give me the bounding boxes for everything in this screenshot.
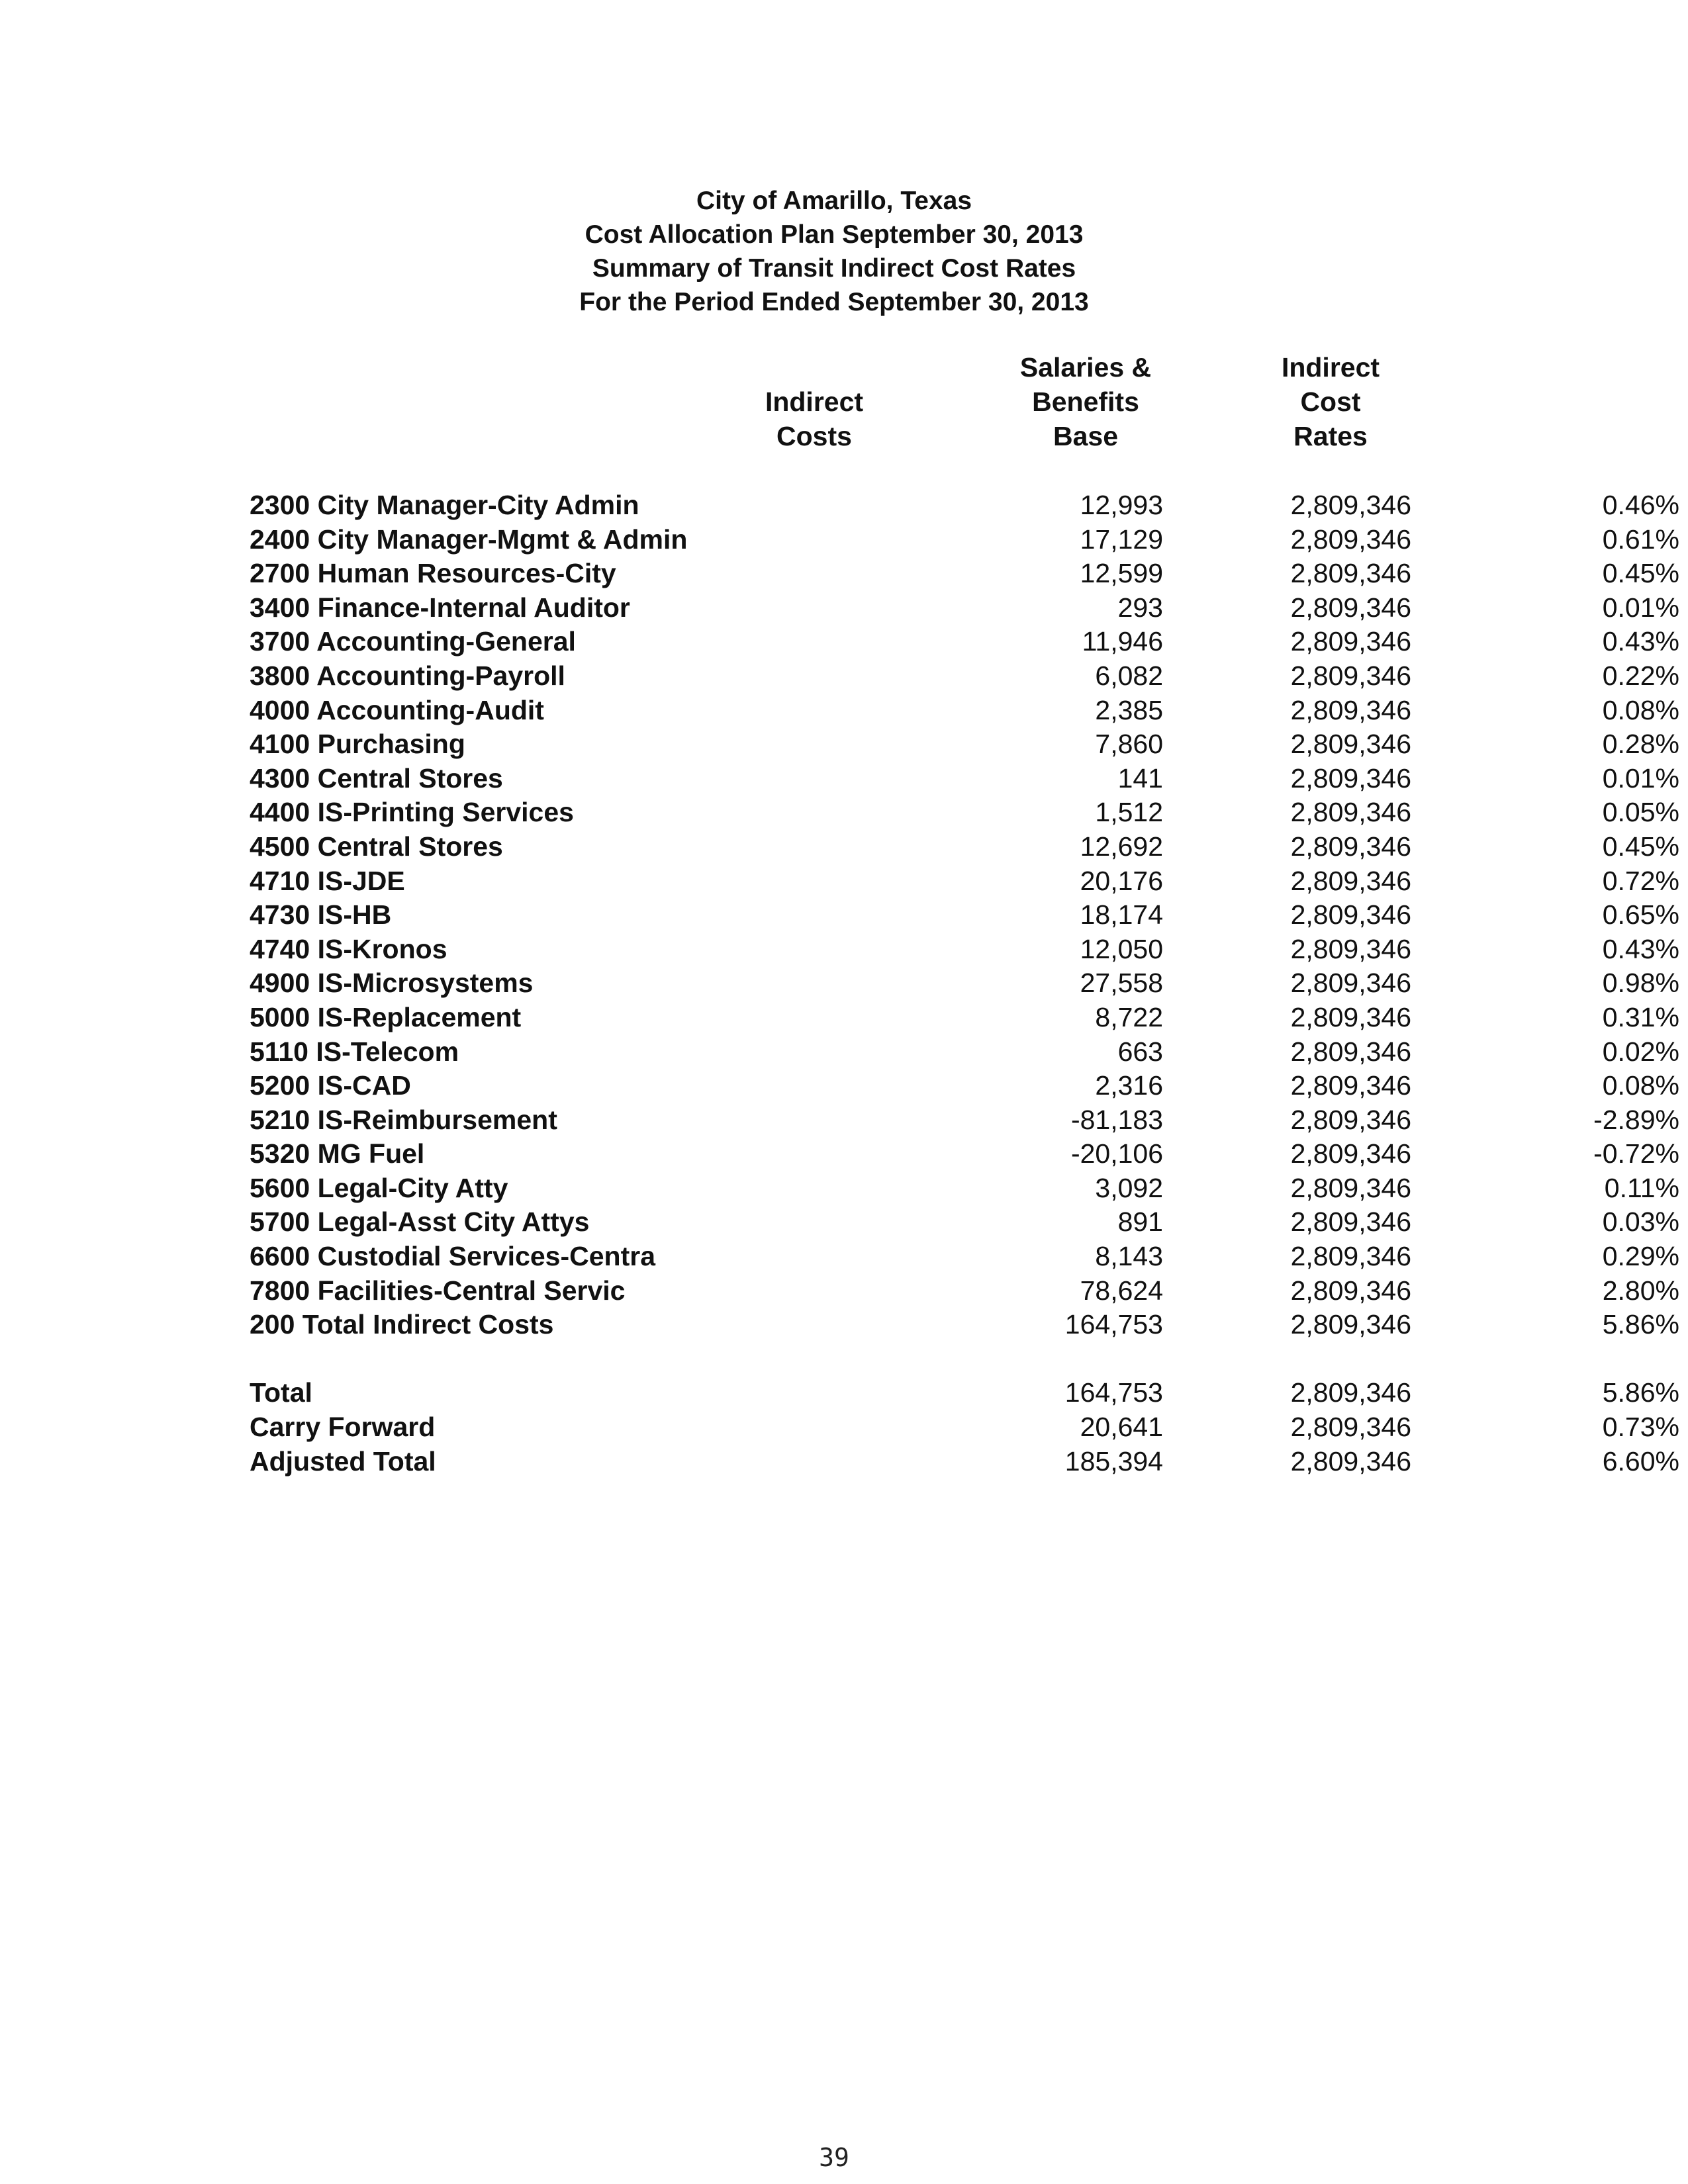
header-indirect-cost-rates — [1244, 350, 1417, 453]
table-row — [250, 762, 1679, 796]
indirect-costs-value: 11,946 — [1082, 626, 1163, 657]
table-row — [250, 1274, 1679, 1308]
salaries-base-value: 2,809,346 — [1290, 1445, 1411, 1477]
indirect-rate-value: 0.05% — [1602, 797, 1679, 828]
row-label: 4400 IS-Printing Services — [250, 797, 574, 828]
row-label: 200 Total Indirect Costs — [250, 1309, 554, 1340]
table-row — [250, 1240, 1679, 1274]
salaries-base-value: 2,809,346 — [1290, 762, 1411, 794]
row-label: 5600 Legal-City Atty — [250, 1172, 508, 1203]
table-row — [250, 898, 1679, 933]
indirect-rate-value: 0.73% — [1602, 1412, 1679, 1443]
indirect-costs-value: 164,753 — [1064, 1377, 1163, 1408]
salaries-base-value: 2,809,346 — [1290, 1206, 1411, 1238]
header-salaries-base-line-3: Base — [1053, 421, 1118, 451]
row-label: 4300 Central Stores — [250, 762, 503, 794]
salaries-base-value: 2,809,346 — [1290, 626, 1411, 657]
indirect-costs-value: 8,143 — [1095, 1241, 1163, 1272]
salaries-base-value: 2,809,346 — [1290, 694, 1411, 725]
row-label: 5210 IS-Reimbursement — [250, 1104, 557, 1135]
salaries-base-value: 2,809,346 — [1290, 1241, 1411, 1272]
indirect-costs-value: 18,174 — [1080, 899, 1163, 931]
header-rates-line-1: Indirect — [1281, 352, 1380, 383]
table-row — [250, 1410, 1679, 1445]
table-row — [250, 1103, 1679, 1138]
header-salaries-base-line-1: Salaries & — [1019, 352, 1152, 383]
row-label: 4000 Accounting-Audit — [250, 694, 544, 725]
salaries-base-value: 2,809,346 — [1290, 1070, 1411, 1101]
row-label: Carry Forward — [250, 1412, 436, 1443]
indirect-rate-value: 6.60% — [1602, 1445, 1679, 1477]
table-row — [250, 1137, 1679, 1171]
indirect-costs-value: 12,692 — [1080, 831, 1163, 862]
salaries-base-value: 2,809,346 — [1290, 1104, 1411, 1135]
row-label: 2700 Human Resources-City — [250, 558, 616, 589]
salaries-base-value: 2,809,346 — [1290, 523, 1411, 555]
indirect-rate-value: 0.43% — [1602, 933, 1679, 964]
indirect-costs-value: 7,860 — [1095, 729, 1163, 760]
table-row — [250, 830, 1679, 864]
indirect-rate-value: 0.08% — [1602, 694, 1679, 725]
indirect-rate-value: 5.86% — [1602, 1309, 1679, 1340]
indirect-rate-value: 0.01% — [1602, 592, 1679, 623]
table-row — [250, 1376, 1679, 1410]
table-row — [250, 1171, 1679, 1206]
indirect-rate-value: 0.31% — [1602, 1001, 1679, 1032]
salaries-base-value: 2,809,346 — [1290, 1275, 1411, 1306]
indirect-costs-value: 891 — [1117, 1206, 1163, 1238]
header-rates-line-2: Cost — [1300, 387, 1361, 417]
table-row — [250, 1445, 1679, 1479]
table-row — [250, 694, 1679, 728]
salaries-base-value: 2,809,346 — [1290, 1138, 1411, 1169]
salaries-base-value: 2,809,346 — [1290, 558, 1411, 589]
title-line-1: City of Amarillo, Texas — [696, 187, 972, 215]
table-row — [250, 1069, 1679, 1103]
indirect-rate-value: 0.72% — [1602, 865, 1679, 896]
header-indirect-costs — [735, 385, 894, 453]
indirect-costs-value: 12,050 — [1080, 933, 1163, 964]
table-row — [250, 1001, 1679, 1035]
row-label: 4500 Central Stores — [250, 831, 503, 862]
indirect-costs-value: -81,183 — [1070, 1104, 1163, 1135]
table-row — [250, 523, 1679, 557]
row-label: 2300 City Manager-City Admin — [250, 490, 639, 520]
row-label: Total — [250, 1377, 312, 1408]
row-label: 4900 IS-Microsystems — [250, 968, 534, 999]
salaries-base-value: 2,809,346 — [1290, 831, 1411, 862]
indirect-costs-value: 185,394 — [1064, 1445, 1163, 1477]
salaries-base-value: 2,809,346 — [1290, 1036, 1411, 1067]
indirect-costs-value: 293 — [1117, 592, 1163, 623]
row-label: Adjusted Total — [250, 1445, 436, 1477]
indirect-rate-value: 0.03% — [1602, 1206, 1679, 1238]
table-row — [250, 659, 1679, 694]
indirect-costs-value: 78,624 — [1080, 1275, 1163, 1306]
row-label: 7800 Facilities-Central Servic — [250, 1275, 626, 1306]
row-label: 4100 Purchasing — [250, 729, 465, 760]
row-label: 6600 Custodial Services-Centra — [250, 1241, 655, 1272]
indirect-rate-value: 0.22% — [1602, 660, 1679, 691]
indirect-rate-value: 0.43% — [1602, 626, 1679, 657]
indirect-rate-value: 0.65% — [1602, 899, 1679, 931]
salaries-base-value: 2,809,346 — [1290, 490, 1411, 520]
indirect-costs-value: 20,641 — [1080, 1412, 1163, 1443]
row-label: 3400 Finance-Internal Auditor — [250, 592, 630, 623]
row-label: 2400 City Manager-Mgmt & Admin — [250, 523, 688, 555]
indirect-rate-value: -0.72% — [1593, 1138, 1679, 1169]
indirect-costs-value: 141 — [1117, 762, 1163, 794]
indirect-costs-value: -20,106 — [1070, 1138, 1163, 1169]
salaries-base-value: 2,809,346 — [1290, 899, 1411, 931]
indirect-rate-value: 5.86% — [1602, 1377, 1679, 1408]
indirect-costs-value: 17,129 — [1080, 523, 1163, 555]
salaries-base-value: 2,809,346 — [1290, 1377, 1411, 1408]
indirect-rate-value: 0.11% — [1604, 1172, 1679, 1203]
row-label: 4710 IS-JDE — [250, 865, 405, 896]
header-indirect-costs-line-2: Costs — [776, 421, 852, 451]
table-row — [250, 1308, 1679, 1342]
indirect-costs-value: 2,316 — [1095, 1070, 1163, 1101]
indirect-rate-value: 0.29% — [1602, 1241, 1679, 1272]
indirect-rate-value: 0.28% — [1602, 729, 1679, 760]
row-label: 5000 IS-Replacement — [250, 1001, 522, 1032]
salaries-base-value: 2,809,346 — [1290, 1172, 1411, 1203]
page-number: 39 — [819, 2143, 849, 2172]
indirect-rate-value: 0.61% — [1602, 523, 1679, 555]
indirect-costs-value: 2,385 — [1095, 694, 1163, 725]
row-label: 4740 IS-Kronos — [250, 933, 447, 964]
indirect-costs-value: 3,092 — [1095, 1172, 1163, 1203]
salaries-base-value: 2,809,346 — [1290, 660, 1411, 691]
indirect-rate-value: 0.45% — [1602, 831, 1679, 862]
salaries-base-value: 2,809,346 — [1290, 592, 1411, 623]
salaries-base-value: 2,809,346 — [1290, 729, 1411, 760]
salaries-base-value: 2,809,346 — [1290, 1412, 1411, 1443]
table-row — [250, 591, 1679, 625]
header-indirect-costs-line-1: Indirect — [765, 387, 864, 417]
salaries-base-value: 2,809,346 — [1290, 1001, 1411, 1032]
salaries-base-value: 2,809,346 — [1290, 968, 1411, 999]
cost-rates-table — [250, 488, 1679, 1479]
indirect-costs-value: 1,512 — [1095, 797, 1163, 828]
table-row — [250, 557, 1679, 591]
table-row — [250, 1205, 1679, 1240]
header-salaries-base — [980, 350, 1192, 453]
table-row — [250, 1035, 1679, 1069]
salaries-base-value: 2,809,346 — [1290, 797, 1411, 828]
header-salaries-base-line-2: Benefits — [1032, 387, 1139, 417]
table-spacer — [250, 1342, 1441, 1377]
row-label: 3800 Accounting-Payroll — [250, 660, 565, 691]
row-label: 4730 IS-HB — [250, 899, 392, 931]
table-row — [250, 864, 1679, 899]
indirect-rate-value: 0.45% — [1602, 558, 1679, 589]
title-line-4: For the Period Ended September 30, 2013 — [579, 288, 1089, 316]
indirect-costs-value: 8,722 — [1095, 1001, 1163, 1032]
table-row — [250, 727, 1679, 762]
salaries-base-value: 2,809,346 — [1290, 865, 1411, 896]
salaries-base-value: 2,809,346 — [1290, 1309, 1411, 1340]
table-row — [250, 625, 1679, 659]
table-row — [250, 488, 1679, 523]
title-line-3: Summary of Transit Indirect Cost Rates — [592, 254, 1076, 283]
indirect-costs-value: 27,558 — [1080, 968, 1163, 999]
indirect-costs-value: 164,753 — [1064, 1309, 1163, 1340]
row-label: 5200 IS-CAD — [250, 1070, 411, 1101]
indirect-rate-value: 0.98% — [1602, 968, 1679, 999]
report-title — [0, 184, 1668, 319]
table-row — [250, 796, 1679, 830]
indirect-rate-value: 2.80% — [1602, 1275, 1679, 1306]
title-line-2: Cost Allocation Plan September 30, 2013 — [585, 220, 1084, 249]
header-rates-line-3: Rates — [1293, 421, 1368, 451]
indirect-rate-value: 0.46% — [1602, 490, 1679, 520]
indirect-costs-value: 12,599 — [1080, 558, 1163, 589]
salaries-base-value: 2,809,346 — [1290, 933, 1411, 964]
indirect-rate-value: -2.89% — [1593, 1104, 1679, 1135]
indirect-costs-value: 12,993 — [1080, 490, 1163, 520]
indirect-rate-value: 0.01% — [1602, 762, 1679, 794]
row-label: 3700 Accounting-General — [250, 626, 576, 657]
row-label: 5320 MG Fuel — [250, 1138, 425, 1169]
row-label: 5110 IS-Telecom — [250, 1036, 459, 1067]
table-row — [250, 933, 1679, 967]
indirect-rate-value: 0.08% — [1602, 1070, 1679, 1101]
indirect-costs-value: 6,082 — [1095, 660, 1163, 691]
indirect-costs-value: 663 — [1117, 1036, 1163, 1067]
table-row — [250, 966, 1679, 1001]
indirect-rate-value: 0.02% — [1602, 1036, 1679, 1067]
indirect-costs-value: 20,176 — [1080, 865, 1163, 896]
row-label: 5700 Legal-Asst City Attys — [250, 1206, 590, 1238]
